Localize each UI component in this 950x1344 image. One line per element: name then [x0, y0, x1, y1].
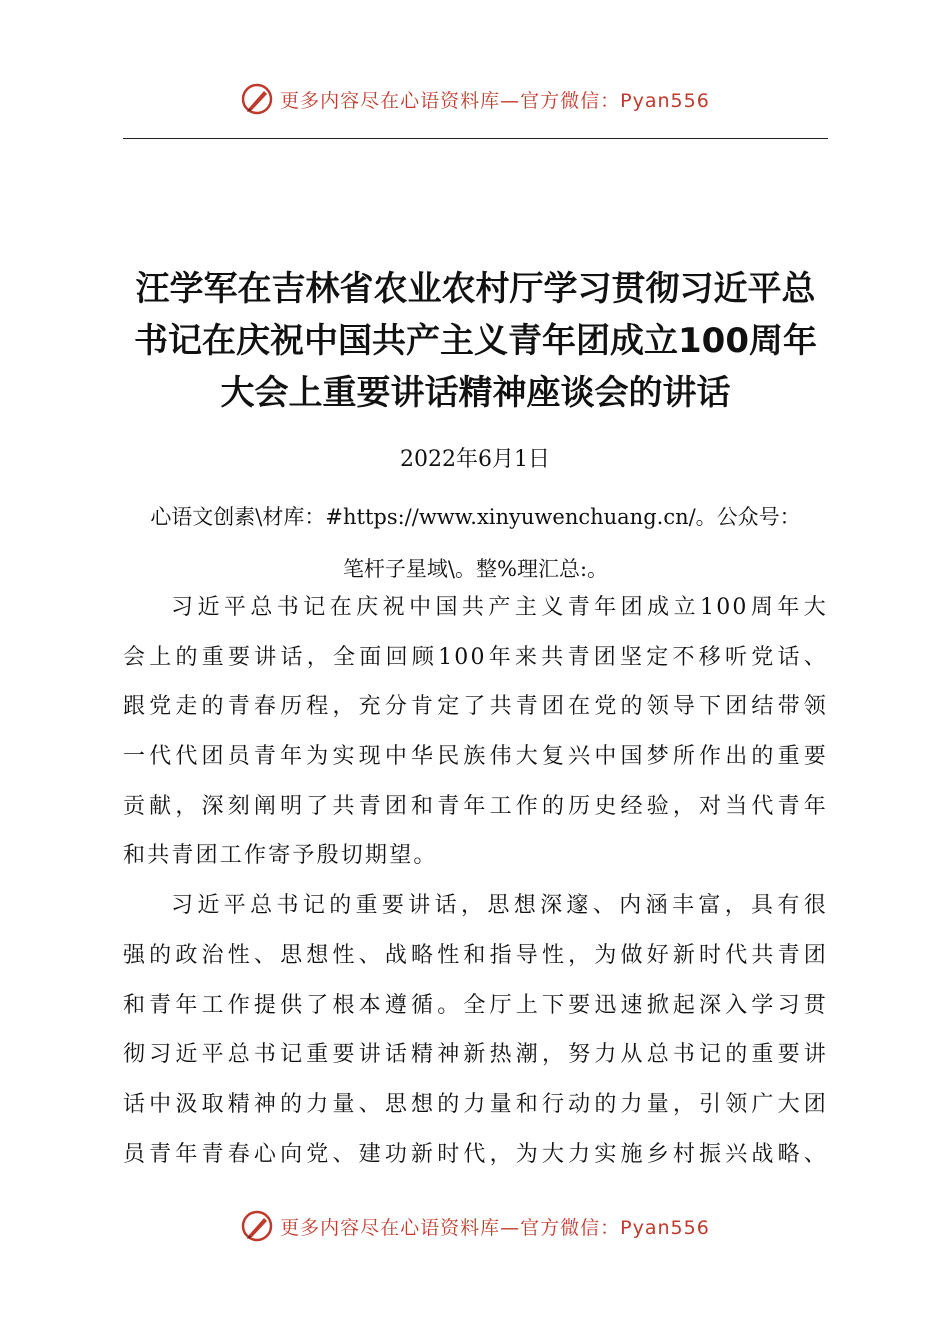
source-note [123, 491, 828, 595]
source-line: 心语文创素\材库：#https://www.xinyuwenchuang.cn/。公众号： [150, 505, 801, 529]
header-divider [123, 138, 828, 139]
body-line: 习近平总书记在庆祝中国共产主义青年团成立100周年大 [171, 595, 828, 620]
document-body [123, 583, 828, 1179]
body-line: 员青年青春心向党、建功新时代，为大力实施乡村振兴战略、 [123, 1141, 828, 1167]
pen-logo-icon [240, 82, 274, 116]
footer-banner-text: 更多内容尽在心语资料库—官方微信：Pyan556 [280, 1216, 710, 1239]
header-banner-text: 更多内容尽在心语资料库—官方微信：Pyan556 [280, 89, 710, 112]
body-line: 和青年工作提供了根本遵循。全厅上下要迅速掀起深入学习贯 [123, 992, 828, 1018]
source-line: 笔杆子星域\。整%理汇总:。 [342, 557, 609, 581]
body-line: 强的政治性、思想性、战略性和指导性，为做好新时代共青团 [123, 942, 828, 968]
body-line: 跟党走的青春历程，充分肯定了共青团在党的领导下团结带领 [123, 694, 828, 720]
document-date: 2022年6月1日 [400, 447, 550, 472]
body-line: 习近平总书记的重要讲话，思想深邃、内涵丰富，具有很 [171, 893, 828, 919]
body-line: 话中汲取精神的力量、思想的力量和行动的力量，引领广大团 [123, 1091, 828, 1117]
body-line: 和共青团工作寄予殷切期望。 [123, 843, 438, 869]
title-line: 汪学军在吉林省农业农村厅学习贯彻习近平总 [135, 269, 816, 309]
body-line: 贡献，深刻阐明了共青团和青年工作的历史经验，对当代青年 [123, 793, 828, 819]
pen-logo-icon [240, 1209, 274, 1243]
footer-banner [0, 1209, 950, 1243]
title-line: 大会上重要讲话精神座谈会的讲话 [220, 373, 731, 413]
body-line: 会上的重要讲话，全面回顾100年来共青团坚定不移听党话、 [123, 644, 828, 670]
body-line: 彻习近平总书记重要讲话精神新热潮，努力从总书记的重要讲 [123, 1042, 828, 1068]
header-banner [0, 82, 950, 116]
document-title [118, 263, 833, 419]
title-line: 书记在庆祝中国共产主义青年团成立100周年 [134, 321, 817, 361]
body-line: 一代代团员青年为实现中华民族伟大复兴中国梦所作出的重要 [123, 744, 828, 770]
